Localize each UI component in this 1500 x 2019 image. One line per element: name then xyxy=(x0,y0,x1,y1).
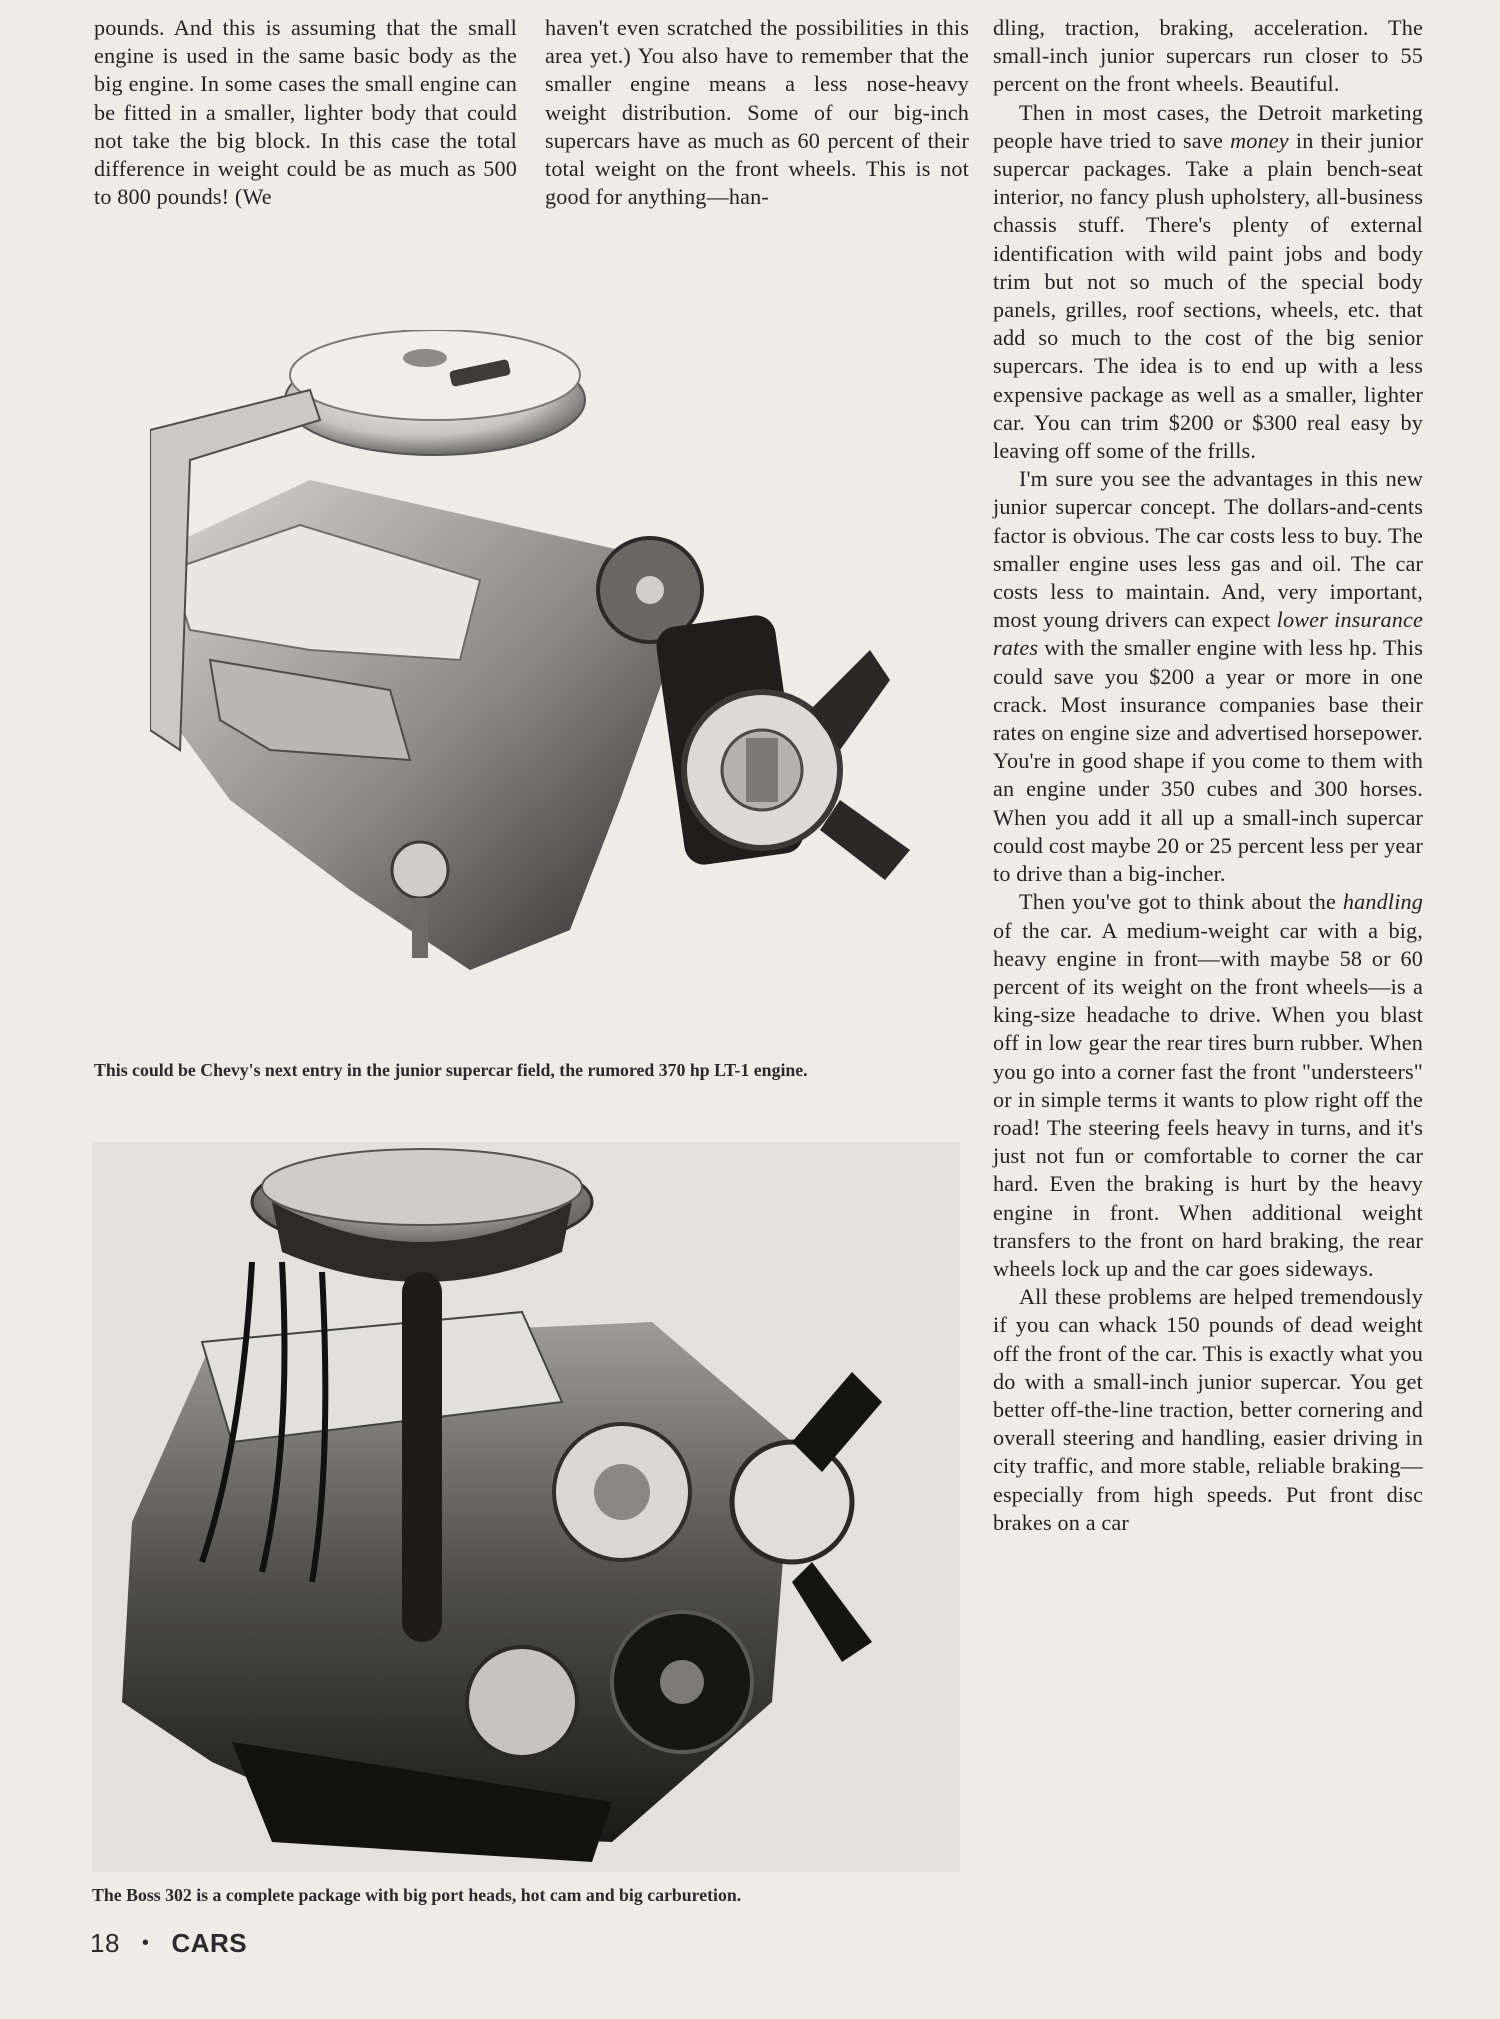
col3-paragraph-1: dling, traction, braking, acceleration. The small-inch junior supercars run closer to 55 percent on the front wheels. Beautiful. xyxy=(993,15,1423,97)
page-number: 18 xyxy=(90,1928,120,1958)
emphasis-insurance: lower insurance rates xyxy=(993,607,1423,661)
col1-paragraph: pounds. And this is assuming that the small engine is used in the same basic body as the big engine. In some cases the small engine can be fitted in a smaller, lighter body that could not take the big block. In this case the total difference in weight could be as much as 500 to 800 pounds! (We xyxy=(94,15,517,210)
folio-bullet: • xyxy=(141,1932,150,1954)
page-folio xyxy=(90,1928,247,1959)
magazine-name: CARS xyxy=(171,1928,248,1958)
col3-paragraph-4: Then you've got to think about the handling of the car. A medium-weight car with a big, heavy engine in front—with maybe 58 or 60 percent of its weight on the front wheels—is a king-size headache to drive. When you blast off in low gear the rear tires burn rubber. When you go into a corner fast the front "understeers" or in simple terms it wants to plow right off the road! The steering feels heavy in turns, and it's just not fun or comfortable to corner the car hard. Even the braking is hurt by the heavy engine in front. When additional weight transfers to the front on hard braking, the rear wheels lock up and the car goes sideways. xyxy=(993,889,1423,1281)
col3-paragraph-2: Then in most cases, the Detroit marketing people have tried to save money in their junior supercar packages. Take a plain bench-seat interior, no fancy plush upholstery, all-business chassis stuff. There's plenty of external identification with wild paint jobs and body trim but not so much of the special body panels, grilles, roof sections, wheels, etc. that add so much to the cost of the big senior supercars. The idea is to end up with a less expensive package as well as a smaller, lighter car. You can trim $200 or $300 real easy by leaving off some of the frills. xyxy=(993,99,1423,464)
article-column-2 xyxy=(545,14,969,211)
emphasis-handling: handling xyxy=(1342,889,1423,915)
emphasis-money: money xyxy=(1230,127,1289,153)
fan-hub xyxy=(732,1442,852,1562)
lt1-engine-photo xyxy=(150,330,920,1020)
photo1-caption: This could be Chevy's next entry in the junior supercar field, the rumored 370 hp LT-1 engine. xyxy=(94,1060,808,1080)
col3-paragraph-5: All these problems are helped tremendously if you can whack 150 pounds of dead weight off the front of the car. This is exactly what you do with a small-inch junior supercar. You get better off-the-line traction, better cornering and overall steering and handling, easier driving in city traffic, and more stable, reliable braking—especially from high speeds. Put front disc brakes on a car xyxy=(993,1284,1423,1535)
boss302-engine-photo xyxy=(92,1142,960,1872)
col2-paragraph: haven't even scratched the possibilities in this area yet.) You also have to remember that the smaller engine means a less nose-heavy weight distribution. Some of our big-inch supercars have as much as 60 percent of their total weight on the front wheels. This is not good for anything—han- xyxy=(545,15,969,210)
article-column-1 xyxy=(94,14,517,211)
col3-paragraph-3: I'm sure you see the advantages in this new junior supercar concept. The dollars-and-cents factor is obvious. The car costs less to buy. The smaller engine uses less gas and oil. The car costs less to maintain. And, very important, most young drivers can expect lower insurance rates with the smaller engine with less hp. This could save you $200 a year or more in one crack. Most insurance companies base their rates on engine size and advertised horsepower. You're in good shape if you come to them with an engine under 350 cubes and 300 horses. When you add it all up a small-inch supercar could cost maybe 20 or 25 percent less per year to drive than a big-incher. xyxy=(993,466,1423,887)
photo2-caption: The Boss 302 is a complete package with big port heads, hot cam and big carburetion. xyxy=(92,1885,742,1905)
article-column-3 xyxy=(993,14,1423,1537)
